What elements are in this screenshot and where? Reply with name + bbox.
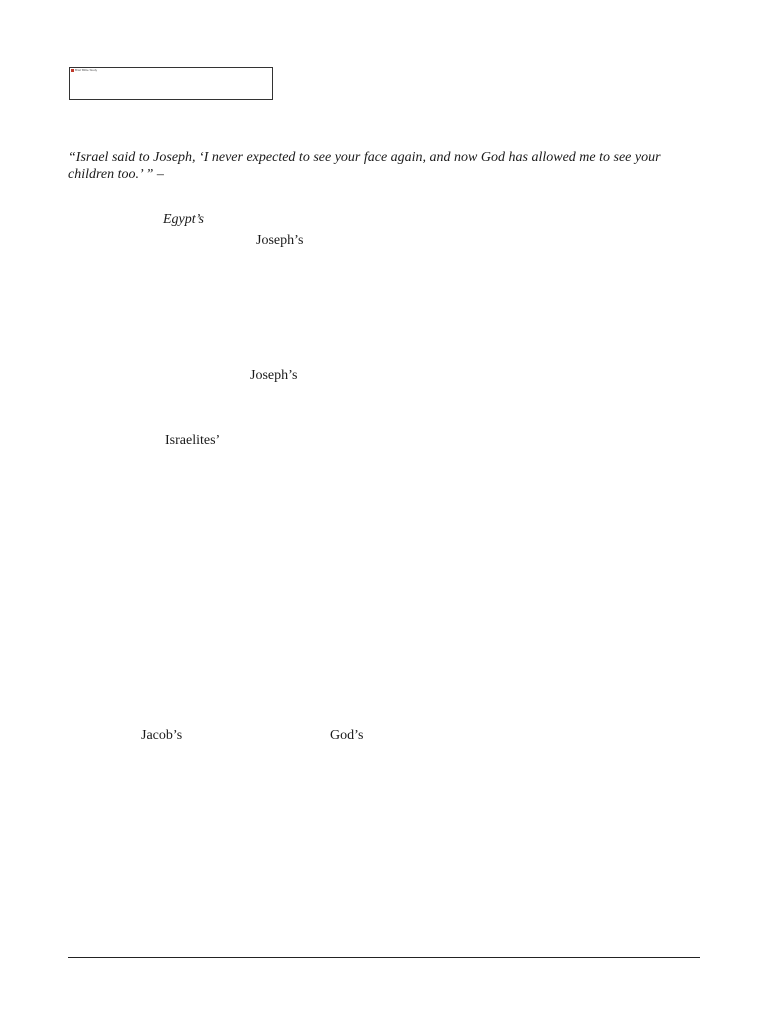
footer-divider xyxy=(68,957,700,958)
scripture-quote: “Israel said to Joseph, ‘I never expected to see your face again, and now God has allowed me to see your children too.’ ” – xyxy=(68,150,661,182)
word-jacobs: Jacob’s xyxy=(141,728,183,743)
word-egypts: Egypt’s xyxy=(163,212,204,227)
header-box-text: Brief Bible Study xyxy=(75,68,98,72)
word-israelites: Israelites’ xyxy=(165,433,221,448)
word-josephs-2: Joseph’s xyxy=(250,368,298,383)
word-gods: God’s xyxy=(330,728,364,743)
word-josephs-1: Joseph’s xyxy=(256,233,304,248)
logo-icon xyxy=(71,69,74,72)
header-logo-box xyxy=(69,67,273,100)
